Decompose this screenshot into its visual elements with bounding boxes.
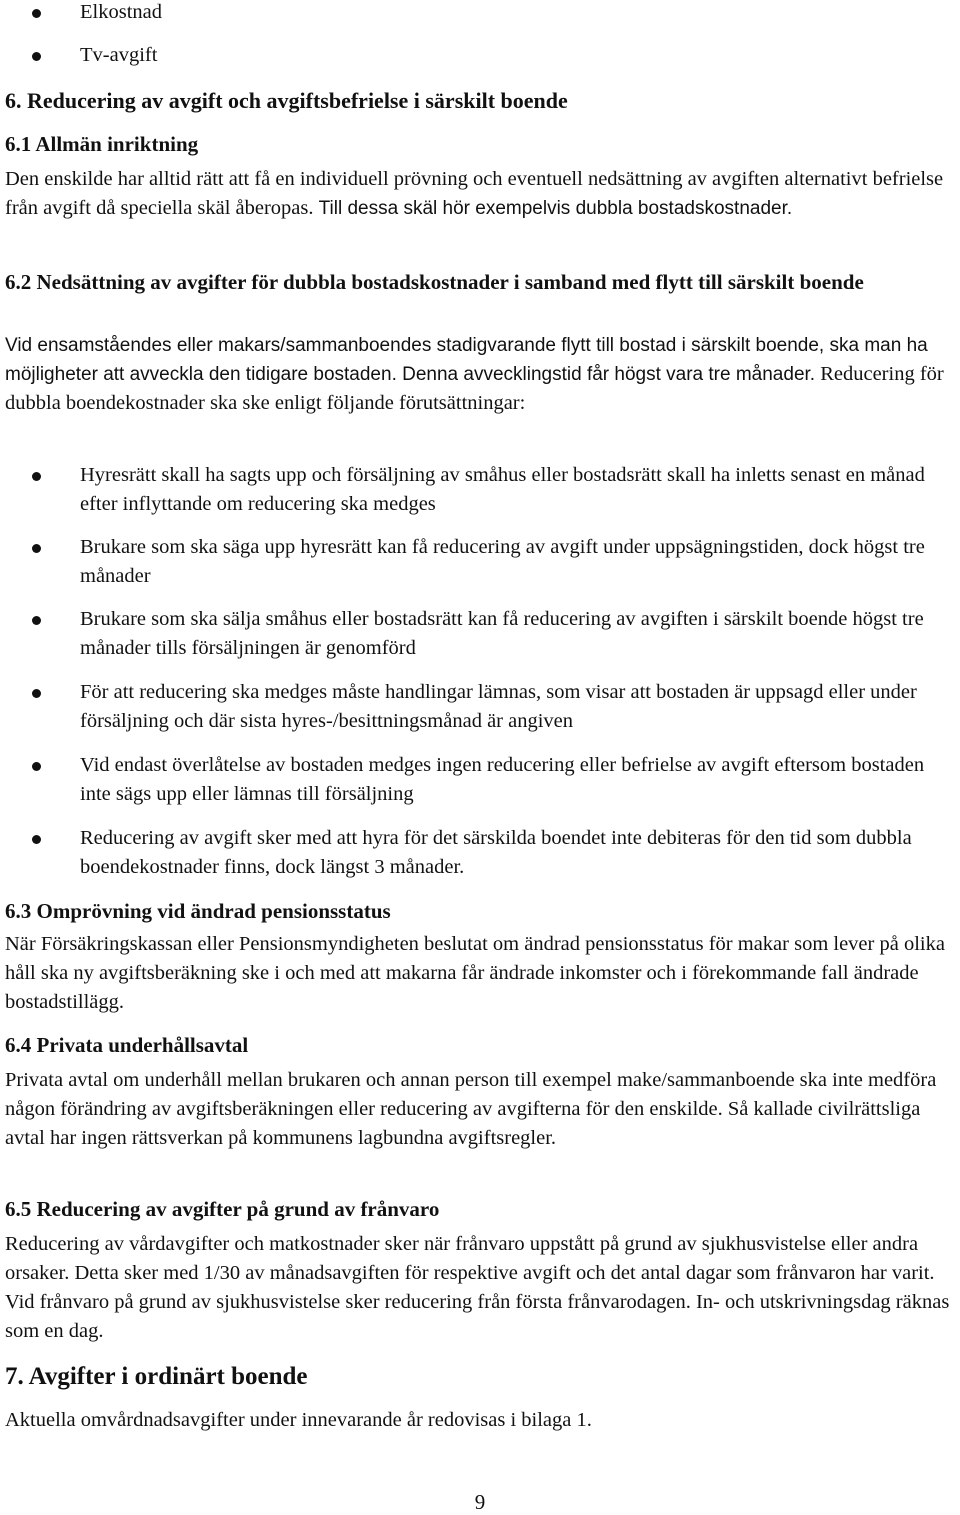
list-item: Brukare som ska sälja småhus eller bostadsrätt kan få reducering av avgiften i särskilt boende högst tre månader tills försäljningen är genomförd xyxy=(80,608,924,659)
list-item: Vid endast överlåtelse av bostaden medges ingen reducering eller befrielse av avgift eftersom bostaden inte sägs upp eller lämnas till försäljning xyxy=(80,754,925,805)
section-text-6-4: Privata avtal om underhåll mellan brukaren och annan person till exempel make/sammanboende ska inte medföra någon förändring av avgiftsberäkningen eller reducering av avgifterna för den enskilde. Så kallade civilrättsliga avtal har ingen rättsverkan på kommunens lagbundna avgiftsregler. xyxy=(5,1069,937,1149)
section-heading-6-2: 6.2 Nedsättning av avgifter för dubbla bostadskostnader i samband med flytt till särskilt boende xyxy=(5,270,864,294)
text-fragment: Vid ensamståendes eller makars/sammanboendes stadigvarande flytt till bostad i särskilt boende, ska man ha möjligheter att avveckla den tidigare bostaden. Denna avvecklingstid får högst vara tre månader. xyxy=(5,335,928,385)
bullet-dot xyxy=(32,835,41,844)
list-item: Brukare som ska säga upp hyresrätt kan få reducering av avgift under uppsägningstiden, dock högst tre månader xyxy=(80,536,925,587)
list-item: Hyresrätt skall ha sagts upp och försäljning av småhus eller bostadsrätt skall ha inletts senast en månad efter inflyttande om reducering ska medges xyxy=(80,464,925,515)
section-heading-6-3: 6.3 Omprövning vid ändrad pensionsstatus xyxy=(5,899,391,923)
section-text-7: Aktuella omvårdnadsavgifter under innevarande år redovisas i bilaga 1. xyxy=(5,1409,592,1431)
text-fragment: Till dessa skäl hör exempelvis dubbla bostadskostnader. xyxy=(318,198,793,219)
bullet-dot xyxy=(32,544,41,553)
bullet-dot xyxy=(32,9,41,18)
bullet-dot xyxy=(32,689,41,698)
section-text-6-2 xyxy=(5,331,955,418)
section-heading-6: 6. Reducering av avgift och avgiftsbefrielse i särskilt boende xyxy=(5,88,568,113)
list-item: Elkostnad xyxy=(80,1,162,23)
section-text-6-1 xyxy=(5,165,955,223)
section-heading-7: 7. Avgifter i ordinärt boende xyxy=(5,1363,308,1390)
list-item: Tv-avgift xyxy=(80,44,158,66)
bullet-dot xyxy=(32,616,41,625)
bullet-dot xyxy=(32,52,41,61)
section-heading-6-5: 6.5 Reducering av avgifter på grund av frånvaro xyxy=(5,1197,440,1221)
list-item: För att reducering ska medges måste handlingar lämnas, som visar att bostaden är uppsagd eller under försäljning och där sista hyres-/besittningsmånad är angiven xyxy=(80,681,917,732)
text-fragment: Reducering för dubbla boendekostnader ska ske enligt följande förutsättningar: xyxy=(5,363,944,414)
section-text-6-3: När Försäkringskassan eller Pensionsmyndigheten beslutat om ändrad pensionsstatus för makar som lever på olika håll ska ny avgiftsberäkning ske i och med att makarna får ändrade inkomster och i förekommande fall ändrade bostadstillägg. xyxy=(5,933,945,1013)
text-fragment: Den enskilde har alltid rätt att få en individuell prövning och eventuell nedsättning av avgiften alternativt befrielse från avgift då speciella skäl åberopas. xyxy=(5,168,944,219)
bullet-dot xyxy=(32,762,41,771)
section-text-6-5: Reducering av vårdavgifter och matkostnader sker när frånvaro uppstått på grund av sjukhusvistelse eller andra orsaker. Detta sker med 1/30 av månadsavgiften för respektive avgift och det antal dagar som frånvaron har varit. Vid frånvaro på grund av sjukhusvistelse sker reducering från första frånvarodagen. In- och utskrivningsdag räknas som en dag. xyxy=(5,1233,950,1342)
page-number: 9 xyxy=(474,1490,486,1514)
section-heading-6-4: 6.4 Privata underhållsavtal xyxy=(5,1033,249,1057)
bullet-dot xyxy=(32,472,41,481)
list-item: Reducering av avgift sker med att hyra för det särskilda boendet inte debiteras för den tid som dubbla boendekostnader finns, dock längst 3 månader. xyxy=(80,827,912,878)
section-heading-6-1: 6.1 Allmän inriktning xyxy=(5,132,199,156)
